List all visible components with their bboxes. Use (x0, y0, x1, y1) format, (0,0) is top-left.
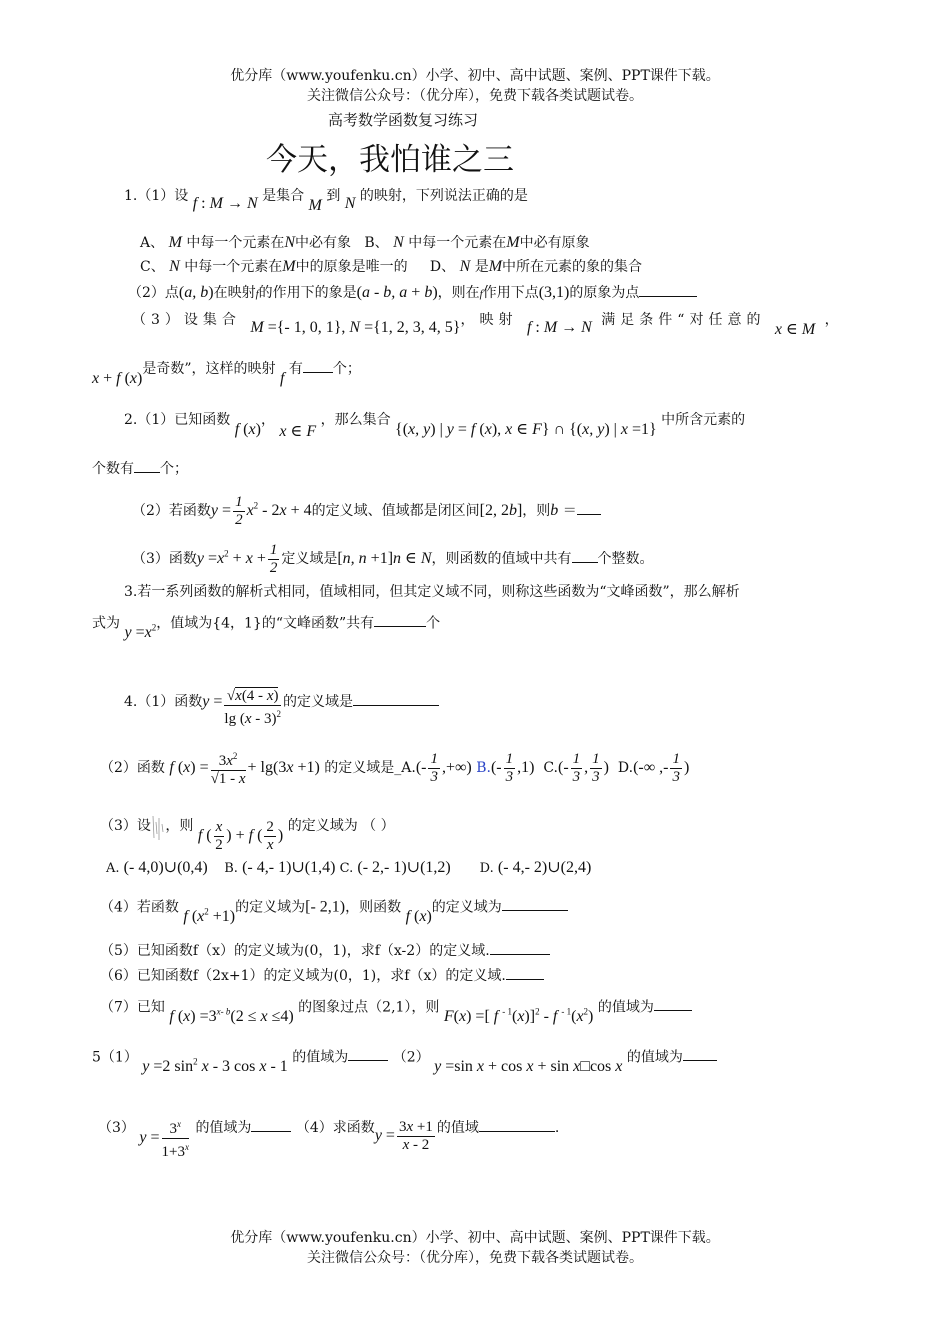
text: 式为 (92, 615, 120, 632)
text: 的定义域是 (283, 694, 353, 710)
formula-N: N (169, 258, 180, 275)
text: D、 (429, 259, 456, 275)
text: 是奇数”，这样的映射 (142, 361, 276, 377)
text: （2）函数 (100, 760, 165, 776)
text: 的原象为点 (569, 285, 640, 301)
text: 中每一个元素在 (408, 235, 507, 251)
formula-trig-2: y =sin x + cos x + sin x□cos x (434, 1058, 623, 1076)
q1-option-cd (140, 257, 642, 277)
formula-set-intersection: {(x, y) | y = f (x), x ∈ F} ∩ {(x, y) | x =1} (395, 421, 657, 438)
formula-exp-fraction: y = $\frac{3^x}{1+3^x}$ (139, 1129, 191, 1146)
header-line-2: 关注微信公众号：（优分库），免费下载各类试题试卷。 (307, 88, 643, 104)
text: A、 (140, 235, 165, 251)
text: 的定义域、值域都是闭区间 (311, 503, 480, 520)
answer-blank[interactable] (654, 996, 692, 1011)
text: （3）设集合 (132, 312, 241, 328)
footer-line-2: 关注微信公众号：（优分库），免费下载各类试题试卷。 (307, 1250, 643, 1266)
formula-image: (a - b, a + b) (356, 284, 438, 301)
text: （7）已知 (100, 999, 165, 1016)
formula-sqrt-over-lg: $\frac{√x(4 - x)}{\lg (x - 3)^2}$ (224, 688, 281, 727)
q4-part5 (100, 940, 550, 961)
formula-f: f (479, 288, 483, 300)
formula-option-c[interactable]: (- 2,- 1)∪(1,2) (357, 859, 451, 876)
answer-blank[interactable] (374, 612, 426, 627)
text: 的图象过点（2,1），则 (298, 999, 440, 1016)
formula-y-equals: y = (202, 693, 223, 710)
text: 5（1） (92, 1049, 138, 1066)
doc-subtitle: 高考数学函数复习练习 (328, 111, 479, 129)
q2-part3 (132, 542, 654, 577)
text: 作用下点 (482, 285, 539, 301)
formula-N: N (459, 258, 471, 275)
q2-part1-cont (92, 458, 188, 479)
text: 定义域是 (281, 551, 338, 568)
option-d-label[interactable]: D. (617, 760, 634, 776)
text: 个整数。 (597, 551, 654, 568)
text: （4）若函数 (100, 899, 179, 916)
q2-part2 (132, 494, 601, 529)
text: 有 (288, 361, 303, 377)
formula-M: M (506, 234, 520, 251)
formula-sets: M ={- 1, 0, 1}, N ={1, 2, 3, 4, 5} (250, 319, 461, 336)
text: ，映射 (460, 312, 518, 328)
answer-blank[interactable] (490, 940, 550, 955)
text: 的作用下的象是 (258, 285, 357, 301)
garbled-formula-image (151, 812, 165, 842)
formula-trig-1: y =2 $\sin^2 x - 3$ cos x - 1 (142, 1057, 288, 1076)
text: 个； (332, 361, 361, 377)
answer-blank[interactable] (251, 1117, 291, 1132)
q4-part4 (100, 892, 568, 926)
text: （6）已知函数f（2x+1）的定义域为(0，1)，求f（x）的定义域. (100, 968, 506, 984)
text: 的值域为 (626, 1049, 683, 1066)
formula-f-x2-plus-1: f $(x^2 +1)$ (183, 907, 236, 926)
text: 满足条件“对任意的 (601, 312, 766, 328)
text: 的定义域为 (431, 899, 502, 916)
text: 的值域为 (597, 999, 654, 1016)
q2-part1 (124, 410, 746, 440)
answer-blank[interactable] (303, 358, 333, 373)
text: 中的原象是唯一的 (295, 259, 408, 275)
header-line-1: 优分库（www.youfenku.cn）小学、初中、高中试题、案例、PPT课件下载。 (230, 68, 720, 84)
option-c-label[interactable]: C. (339, 861, 354, 876)
formula-interval: [- 2,1) (305, 898, 346, 916)
formula-fx: f (x) (234, 421, 261, 438)
q1-part3-cont (92, 358, 361, 387)
text: C、 (140, 259, 165, 275)
text: 到 (326, 188, 341, 204)
formula-f: f (255, 288, 259, 300)
fraction-one-half: $\frac{1}{2}$ (235, 494, 243, 528)
formula-quadratic: y = $\frac{1}{2}$ $x^2 - 2x + 4$ (210, 494, 312, 528)
formula-N: N (284, 234, 296, 251)
q4-part3-options (106, 858, 591, 879)
q1-part3 (132, 310, 844, 338)
text: ＝ (562, 503, 577, 520)
answer-blank[interactable] (577, 500, 601, 515)
text: ，则 (165, 818, 194, 834)
text: ，则函数 (345, 899, 402, 916)
formula-M: M (168, 234, 182, 251)
answer-blank[interactable] (353, 691, 439, 706)
formula-option-c[interactable]: (- $\frac{1}{3}$ , $\frac{1}{3}$ ) (558, 750, 609, 785)
answer-blank[interactable] (639, 282, 697, 297)
formula-b: b (550, 502, 559, 520)
formula-map: f : M → N (192, 195, 258, 212)
text: 的定义域是_A. (324, 760, 416, 776)
formula-M: M (282, 258, 296, 275)
formula-lg: + lg(3x +1) (247, 759, 320, 776)
q1-part2 (128, 282, 697, 304)
text: 的值域 (436, 1120, 479, 1137)
q1-option-ab (140, 233, 590, 253)
text: ，那么集合 (320, 412, 391, 428)
text: ，则 (522, 503, 551, 520)
formula-x-in-M: x ∈ M (774, 321, 816, 338)
formula-interval: [2, 2b] (479, 502, 523, 520)
text: （5）已知函数f（x）的定义域为(0，1)，求f（x-2）的定义域. (100, 943, 490, 959)
text: 4.（1）函数 (124, 694, 203, 710)
text: 中必有原象 (519, 235, 590, 251)
answer-blank[interactable] (506, 965, 544, 980)
option-b-label[interactable]: B. (224, 861, 238, 876)
doc-title: 今天，我怕谁之三 (266, 142, 514, 178)
text: B、 (364, 235, 389, 251)
text: 中每一个元素在 (184, 259, 283, 275)
text: 中所在元素的象的集合 (502, 259, 643, 275)
formula-x-in-F: x ∈ F (279, 423, 317, 440)
formula-option-d[interactable]: (- 4,- 2)∪(2,4) (497, 859, 592, 876)
option-c-label[interactable]: C. (543, 760, 558, 776)
q4-part6 (100, 965, 544, 986)
formula-domain: [n, n +1]n ∈ N (337, 550, 432, 568)
formula-option-b[interactable]: (- $\frac{1}{3}$ ,1) (490, 750, 535, 785)
answer-blank[interactable] (479, 1117, 555, 1132)
text: 在映射 (213, 285, 256, 301)
text: . (554, 1120, 560, 1137)
formula-option-d[interactable]: (-∞ ,- $\frac{1}{3}$ ) (633, 750, 690, 785)
text: 的值域为 (195, 1120, 252, 1137)
formula-option-a[interactable]: (- $\frac{1}{3}$ ,+∞) (415, 750, 472, 785)
text: （2） (392, 1049, 430, 1066)
footer-line-1: 优分库（www.youfenku.cn）小学、初中、高中试题、案例、PPT课件下载。 (230, 1230, 720, 1246)
text: 是集合 (262, 188, 305, 204)
text: 中必有象 (295, 235, 352, 251)
text: 个数有 (92, 461, 134, 477)
option-a-label[interactable]: A. (106, 861, 120, 876)
text: 的定义域为 （ ） (287, 818, 395, 834)
q1-part1 (124, 186, 528, 214)
q3-line2 (92, 608, 441, 642)
text: （2）点 (128, 285, 179, 301)
answer-blank[interactable] (348, 1046, 388, 1061)
option-d-label[interactable]: D. (479, 861, 494, 876)
formula-F-inverse: F(x) =[ f $^{- 1}$(x)]$^2$ - f $^{- 1}(x^2)$ (443, 1007, 594, 1026)
text: ，则函数的值域中共有 (431, 551, 572, 568)
q4-part1 (124, 682, 439, 727)
formula-point: (a, b) (178, 284, 214, 301)
text: ，值域为{4，1}的“文峰函数”共有 (156, 615, 375, 632)
q4-part2 (100, 748, 689, 788)
text: ，则在 (437, 285, 480, 301)
q3-line1: 3.若一系列函数的解析式相同，值域相同，但其定义域不同，则称这些函数为“文峰函数”，那么解析 (124, 584, 740, 600)
formula-fx: f (x) (405, 908, 432, 926)
answer-blank[interactable] (502, 896, 568, 911)
q4-part3 (100, 800, 395, 853)
text: ， (260, 412, 275, 428)
text: 中所含元素的 (661, 412, 746, 428)
formula-f: f (279, 370, 285, 387)
answer-blank[interactable] (572, 548, 598, 563)
text: （3） (98, 1120, 135, 1137)
text: （3）函数 (132, 551, 197, 568)
q5-part3-4 (98, 1106, 560, 1160)
text: 个； (160, 461, 188, 477)
text: （2）若函数 (132, 503, 211, 520)
text: （3）设 (100, 818, 151, 834)
text: 的定义域为 (235, 899, 306, 916)
formula-option-a[interactable]: (- 4,0)∪(0,4) (123, 859, 208, 876)
formula-map: f : M → N (526, 319, 592, 336)
text: 是 (474, 259, 489, 275)
formula-y-x2: $y =x^2$ (124, 623, 157, 642)
formula-rational: y = $\frac{3x +1}{x - 2}$ (374, 1119, 433, 1153)
q4-part7 (100, 992, 692, 1026)
formula-option-b[interactable]: (- 4,- 1)∪(1,4) (242, 859, 336, 876)
text: 1.（1）设 (124, 188, 189, 204)
text: 的映射，下列说法正确的是 (359, 188, 528, 204)
formula-M: M (488, 258, 503, 275)
text: 2.（1）已知函数 (124, 412, 231, 428)
formula-point-31: (3,1) (538, 284, 570, 301)
text: ， (824, 312, 844, 328)
formula-exponential: f $(x) =3^{x- b}(2 \le x \le 4)$ (169, 1007, 294, 1026)
text: （4）求函数 (295, 1120, 375, 1137)
formula-x-plus-fx: x + f (x) (92, 370, 143, 387)
formula-composite: f ( $\frac{x}{2}$ ) + f ( $\frac{2}{x}$ ) (197, 818, 284, 853)
formula-function: $y =x^2 + x$ + $\frac{1}{2}$ (196, 542, 278, 576)
text: 的值域为 (292, 1049, 349, 1066)
option-b-label[interactable]: B. (476, 760, 491, 776)
text: 个 (426, 615, 441, 632)
q5-part1-2 (92, 1042, 717, 1076)
formula-N: N (344, 195, 356, 212)
formula-fraction-3x2: $\frac{3x^2}{√1 - x}$ (211, 748, 246, 788)
text: 中每一个元素在 (186, 235, 285, 251)
fraction-one-half: $\frac{1}{2}$ (269, 542, 278, 576)
formula-M: M (308, 197, 322, 214)
answer-blank[interactable] (683, 1046, 717, 1061)
answer-blank[interactable] (134, 458, 160, 473)
formula-fx: f (x) = (169, 759, 209, 776)
formula-N: N (393, 234, 404, 251)
